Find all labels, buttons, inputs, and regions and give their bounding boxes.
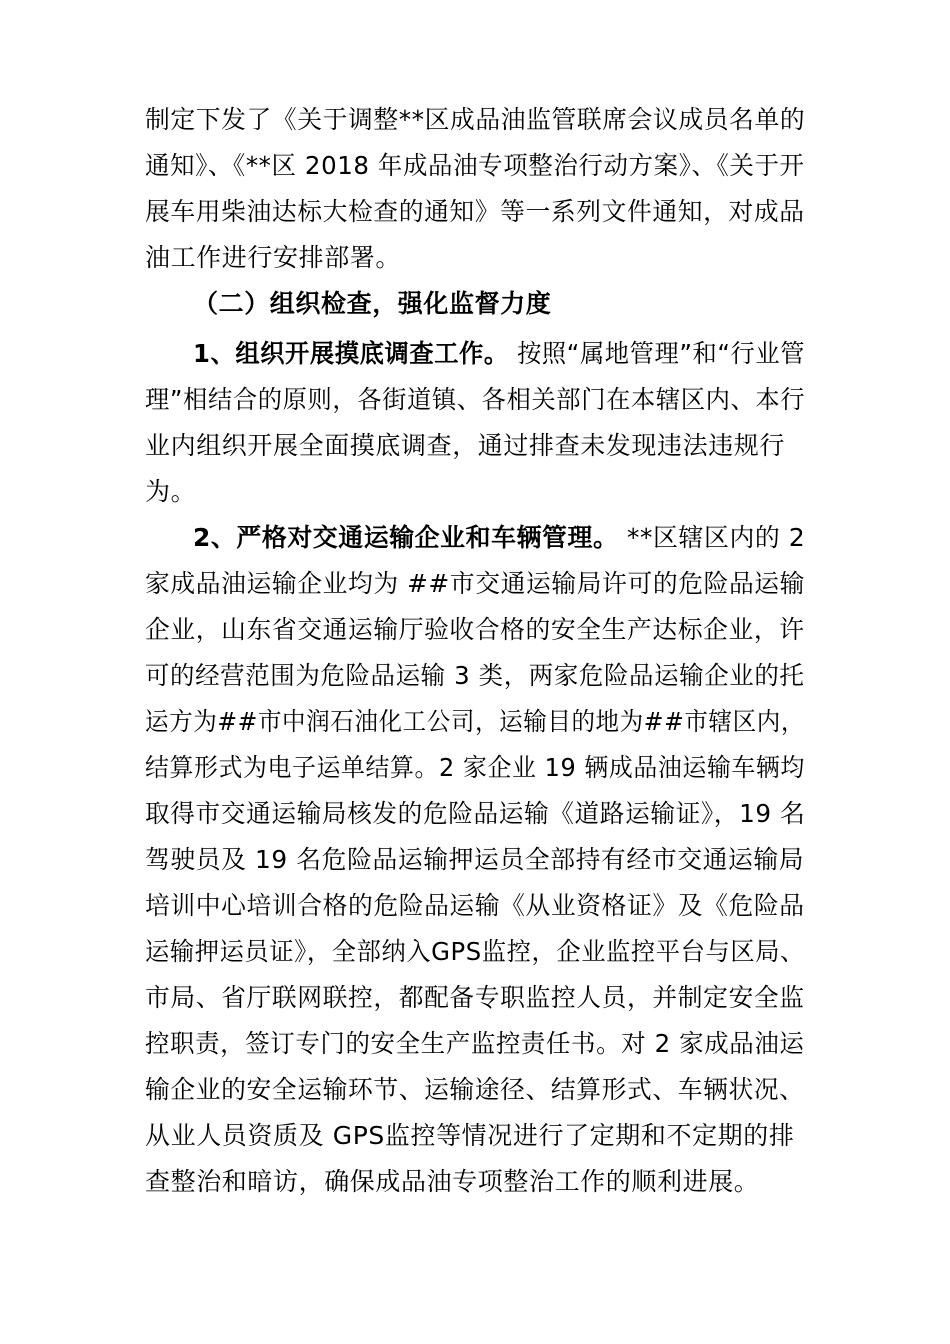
item1-title: 1、组织开展摸底调查工作。 bbox=[193, 339, 509, 368]
section-heading: （二）组织检查，强化监督力度 bbox=[193, 289, 552, 318]
item1-first-line-text: 按照“属地管理”和“行业管 bbox=[517, 339, 806, 368]
item2-first-line-text: **区辖区内的 2 bbox=[626, 523, 806, 552]
paragraph-line: 通知》、《**区 2018 年成品油专项整治行动方案》、《关于开 bbox=[145, 151, 805, 180]
paragraph-line: 从业人员资质及 GPS监控等情况进行了定期和不定期的排 bbox=[145, 1121, 795, 1150]
paragraph-line: 企业，山东省交通运输厅验收合格的安全生产达标企业，许 bbox=[145, 615, 805, 644]
paragraph-line: 可的经营范围为危险品运输 3 类，两家危险品运输企业的托 bbox=[145, 661, 805, 690]
paragraph-line: 查整治和暗访，确保成品油专项整治工作的顺利进展。 bbox=[145, 1167, 760, 1196]
paragraph-line: 理”相结合的原则，各街道镇、各相关部门在本辖区内、本行 bbox=[145, 385, 806, 414]
paragraph-line: 结算形式为电子运单结算。2 家企业 19 辆成品油运输车辆均 bbox=[145, 753, 805, 782]
paragraph-line: 为。 bbox=[145, 477, 197, 506]
paragraph-line: 控职责，签订专门的安全生产监控责任书。对 2 家成品油运 bbox=[145, 1029, 805, 1058]
item1-first-line bbox=[193, 338, 805, 370]
paragraph-line: 输企业的安全运输环节、运输途径、结算形式、车辆状况、 bbox=[145, 1075, 805, 1104]
paragraph-line: 取得市交通运输局核发的危险品运输《道路运输证》，19 名 bbox=[145, 799, 806, 828]
paragraph-line: 运输押运员证》，全部纳入GPS监控，企业监控平台与区局、 bbox=[145, 937, 805, 966]
paragraph-line: 培训中心培训合格的危险品运输《从业资格证》及《危险品 bbox=[145, 891, 805, 920]
paragraph-line: 家成品油运输企业均为 ##市交通运输局许可的危险品运输 bbox=[145, 569, 806, 598]
paragraph-line: 业内组织开展全面摸底调查，通过排查未发现违法违规行 bbox=[145, 431, 786, 460]
paragraph-line: 制定下发了《关于调整**区成品油监管联席会议成员名单的 bbox=[145, 105, 806, 134]
paragraph-line: 展车用柴油达标大检查的通知》等一系列文件通知，对成品 bbox=[145, 197, 805, 226]
paragraph-line: 驾驶员及 19 名危险品运输押运员全部持有经市交通运输局 bbox=[145, 845, 805, 874]
paragraph-line: 油工作进行安排部署。 bbox=[145, 243, 402, 272]
item2-first-line bbox=[193, 522, 805, 554]
paragraph-line: 市局、省厅联网联控，都配备专职监控人员，并制定安全监 bbox=[145, 983, 805, 1012]
paragraph-line: 运方为##市中润石油化工公司，运输目的地为##市辖区内， bbox=[145, 707, 805, 736]
item2-title: 2、严格对交通运输企业和车辆管理。 bbox=[193, 523, 619, 552]
